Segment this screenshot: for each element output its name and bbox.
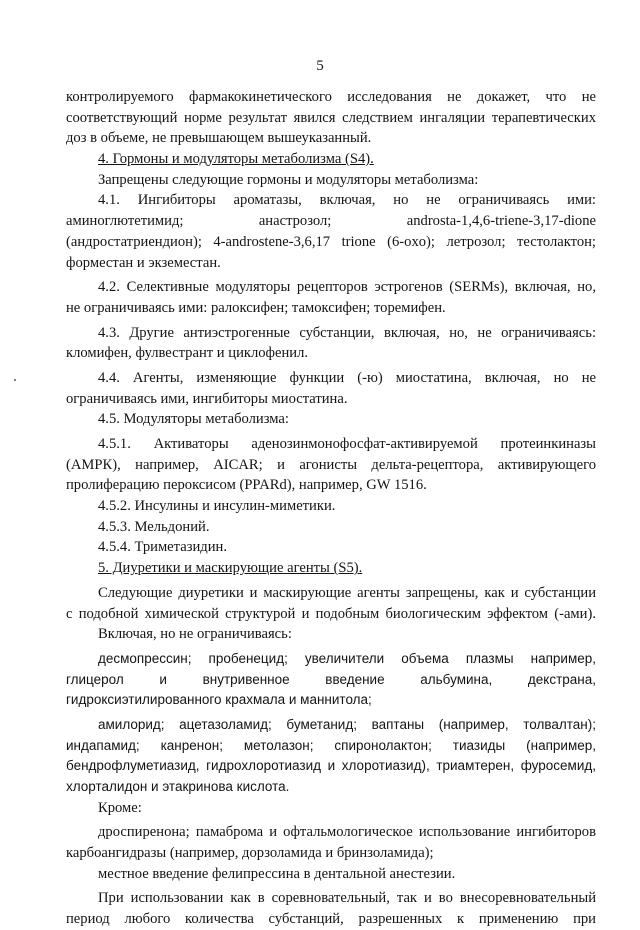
margin-mark [14,379,16,381]
text-line: глицерол и внутривенное введение альбумина, декстрана, [66,671,596,687]
text-line: дроспиренона; памаброма и офтальмологическое использование ингибиторов [98,824,596,841]
text-line: 4.5.4. Триметазидин. [98,539,227,556]
text-line: При использовании как в соревновательный, так и во внесоревновательный [98,890,596,907]
text-line: доз в объеме, не превышающем вышеуказанный. [66,130,372,147]
text-line: 4.1. Ингибиторы ароматазы, включая, но не ограничиваясь ими: [98,192,596,209]
text-line: 4.4. Агенты, изменяющие функции (-ю) миостатина, включая, но не [98,369,596,386]
text-line: (андростатриендион); 4-androstene-3,6,17 trione (6-oxo); летрозол; тестолактон; [66,233,596,250]
text-line: ограничиваясь ими, ингибиторы миостатина. [66,390,348,407]
text-line: хлорталидон и этакринова кислота. [66,779,290,794]
text-line: пролиферацию пероксисом (PPARd), например, GW 1516. [66,477,427,494]
text-line: десмопрессин; пробенецид; увеличители объема плазмы например, [98,650,596,666]
text-line: карбоангидразы (например, дорзоламида и бринзоламида); [66,845,434,862]
text-line: местное введение фелипрессина в дентальной анестезии. [98,865,456,882]
text-line: Включая, но не ограничиваясь: [98,626,292,643]
document-body [66,87,596,930]
section-heading-s4: 4. Гормоны и модуляторы метаболизма (S4). [98,151,374,168]
text-line: 4.5. Модуляторы метаболизма: [98,411,289,428]
text-line: Запрещены следующие гормоны и модуляторы метаболизма: [98,171,479,188]
section-heading-s5: 5. Диуретики и маскирующие агенты (S5). [98,560,363,577]
text-line: Кроме: [98,799,142,816]
text-line: (АМРК), например, AICAR; и агонисты дельта-рецептора, активирующего [66,456,596,473]
text-line: форместан и экземестан. [66,254,221,271]
text-line: амилорид; ацетазоламид; буметанид; ваптаны (например, толвалтан); [98,716,596,732]
text-line: период любого количества субстанций, разрешенных к применению при [66,911,596,928]
text-line: 4.3. Другие антиэстрогенные субстанции, включая, но, не ограничиваясь: [98,324,596,341]
text-line: контролируемого фармакокинетического исследования не докажет, что не [66,89,596,105]
page-number: 5 [316,58,324,74]
text-line: соответствующий норме результат явился следствием ингаляции терапевтических [66,109,596,126]
text-line: с подобной химической структурой и подобным биологическим эффектом (-ами). [66,605,596,622]
text-line: 4.5.2. Инсулины и инсулин-миметики. [98,498,336,515]
text-line: кломифен, фулвестрант и циклофенил. [66,345,309,362]
text-line: бендрофлуметиазид, гидрохлоротиазид и хлоротиазид), триамтерен, фуросемид, [66,758,596,774]
text-line: не ограничиваясь ими: ралоксифен; тамоксифен; торемифен. [66,299,446,316]
text-line: 4.2. Селективные модуляторы рецепторов эстрогенов (SERMs), включая, но, [98,279,596,296]
text-line: гидроксиэтилированного крахмала и маннитола; [66,692,372,708]
text-line: Следующие диуретики и маскирующие агенты запрещены, как и субстанции [98,584,596,601]
text-line: 4.5.3. Мельдоний. [98,518,210,535]
text-line: 4.5.1. Активаторы аденозинмонофосфат-активируемой протеинкиназы [98,436,596,452]
text-line: индапамид; канренон; метолазон; спиронолактон; тиазиды (например, [66,737,596,753]
text-line: аминоглютетимид; анастрозол; androsta-1,4,6-triene-3,17-dione [66,213,596,230]
